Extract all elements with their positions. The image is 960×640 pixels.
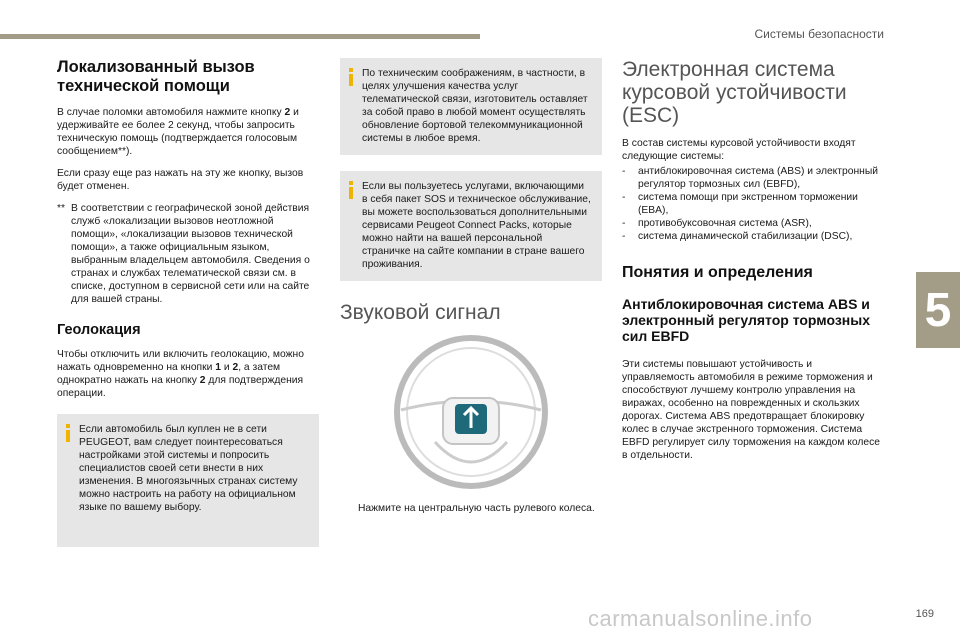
top-accent-bar xyxy=(0,34,480,39)
paragraph-geolocation: Чтобы отключить или включить геолокацию, можно нажать одновременно на кнопки 1 и 2, а затем однократно нажать на кнопку 2 для подтверждения операции. xyxy=(57,349,304,399)
list-item: - система помощи при экстренном торможении (EBA), xyxy=(622,191,887,217)
horn-title: Звуковой сигнал xyxy=(340,301,501,324)
info-icon xyxy=(346,68,356,86)
info-text: По техническим соображениям, в частности, в целях улучшения качества услуг телематической связи, изготовитель оставляет за собой право в любой момент осуществлять обновление бортовой телекоммуникационной системы в любое время. xyxy=(362,68,588,144)
watermark: carmanualsonline.info xyxy=(588,606,813,631)
info-box-connect-packs xyxy=(340,171,602,281)
steering-wheel-illustration xyxy=(391,332,551,492)
info-icon xyxy=(63,424,73,442)
chapter-tab: 5 xyxy=(916,272,960,348)
info-text: Если автомобиль был куплен не в сети PEUGEOT, вам следует поинтересоваться настройками этой системы и попросить специалистов своей сети внести в них изменения. В многоязычных странах систему можно настроить на работу на официальном языке по вашему выбору. xyxy=(79,424,298,513)
step-arrow-icon xyxy=(340,502,358,515)
list-item: - антиблокировочная система (ABS) и электронный регулятор тормозных сил (EBFD), xyxy=(622,165,887,191)
esc-intro: В состав системы курсовой устойчивости входят следующие системы: xyxy=(622,138,856,162)
horn-step xyxy=(340,502,602,515)
abs-paragraph: Эти системы повышают устойчивость и управляемость автомобиля в режиме торможения и способствуют лучшему контролю управления на виражах, особенно на поврежденных и скользких дорогах. Система ABS предотвращает блокировку колес в случае экстренного торможения. Система EBFD регулирует силу торможения на каждом колесе в отдельности. xyxy=(622,359,880,461)
list-item: - система динамической стабилизации (DSC), xyxy=(622,230,887,243)
info-box-peugeot-network xyxy=(57,414,319,547)
esc-title: Электронная система курсовой устойчивости (ESC) xyxy=(622,58,847,127)
abs-title: Антиблокировочная система ABS и электронный регулятор тормозных сил EBFD xyxy=(622,296,870,344)
paragraph-cancel: Если сразу еще раз нажать на эту же кнопку, вызов будет отменен. xyxy=(57,168,304,192)
section-header: Системы безопасности xyxy=(754,27,884,41)
emergency-call-title: Локализованный вызов технической помощи xyxy=(57,58,255,95)
footnote-mark: ** xyxy=(57,203,66,214)
footnote-text: В соответствии с географической зоной действия служб «локализации вызовов неотложной помощи», «локализации вызовов технической помощи», а также официальным языком, выбранным владельцем автомобиля. Сведения о странах и службах телематической связи см. в списке, доступном в сервисной сети или на сайте для вашей страны. xyxy=(71,203,310,305)
list-item: - противобуксовочная система (ASR), xyxy=(622,217,887,230)
footnote xyxy=(57,202,319,306)
info-text: Если вы пользуетесь услугами, включающими в себя пакет SOS и техническое обслуживание, вы можете воспользоваться дополнительными сервисами Peugeot Connect Packs, которые можно найти на вашей персональной страничке на сайте компании в стране вашего проживания. xyxy=(362,181,591,270)
column-left xyxy=(57,58,319,547)
column-right xyxy=(622,58,887,471)
esc-list xyxy=(622,165,887,243)
info-icon xyxy=(346,181,356,199)
paragraph-press-button: В случае поломки автомобиля нажмите кнопку 2 и удерживайте ее более 2 секунд, чтобы запросить техническую помощь (подтверждается голосовым сообщением**). xyxy=(57,107,299,157)
info-box-updates xyxy=(340,58,602,155)
definitions-title: Понятия и определения xyxy=(622,264,813,281)
step-text: Нажмите на центральную часть рулевого колеса. xyxy=(358,503,595,514)
geolocation-title: Геолокация xyxy=(57,322,141,338)
page-number: 169 xyxy=(915,608,934,620)
column-middle xyxy=(340,58,602,515)
